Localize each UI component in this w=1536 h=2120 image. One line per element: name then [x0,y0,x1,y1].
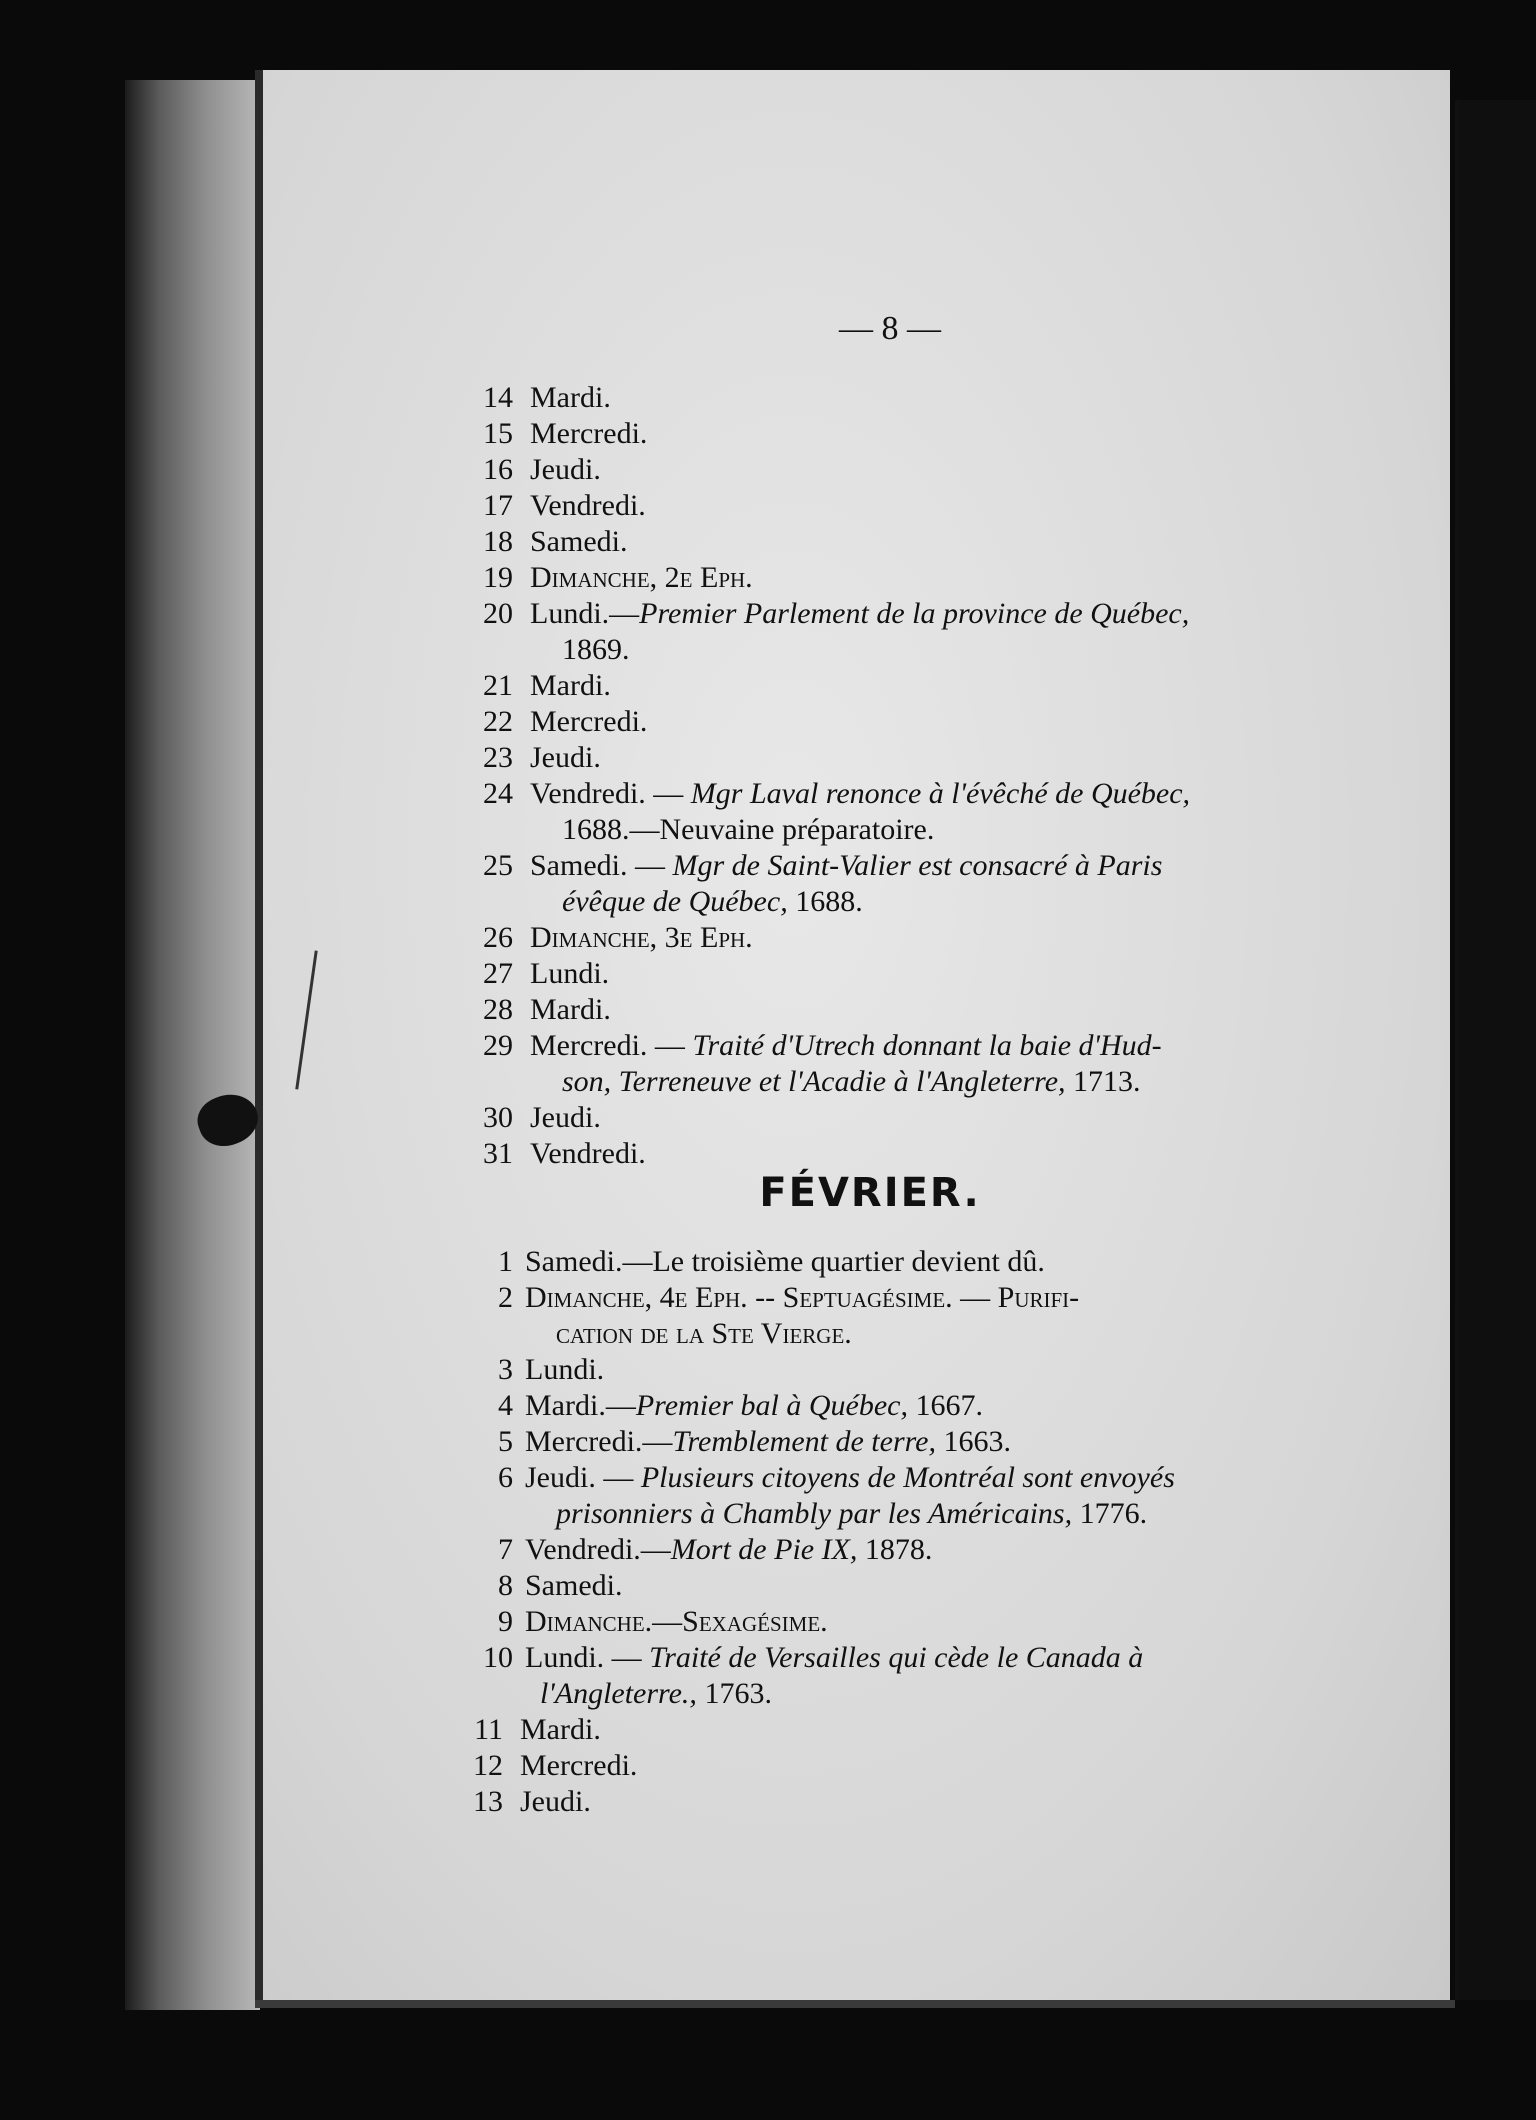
day-text: Dimanche, 3e Eph. [530,921,753,954]
day-number: 5 [498,1425,513,1458]
day-number: 27 [483,957,513,990]
day-number: 11 [474,1713,503,1746]
event-text: l'Angleterre., [540,1677,697,1710]
day-number: 26 [483,921,513,954]
day-text: Jeudi. [530,453,601,486]
day-text: Mardi. [530,381,611,414]
continuation-line [540,1676,772,1712]
year-text: 1663. [936,1425,1011,1458]
continuation-line [556,1496,1147,1532]
event-text: son, Terreneuve et l'Acadie à l'Angleterre, [562,1065,1066,1098]
day-text: Jeudi. [530,1101,601,1134]
day-text: Dimanche, 2e Eph. [530,561,753,594]
year-text: 1713. [1065,1065,1141,1098]
day-number: 10 [483,1641,513,1674]
year-text: 1878. [857,1533,933,1566]
day-text: Jeudi. [520,1785,591,1818]
day-text: Vendredi. [530,1137,646,1170]
day-number: 19 [483,561,513,594]
day-number: 18 [483,525,513,558]
event-text: prisonniers à Chambly par les Américains, [556,1497,1073,1530]
continuation-line [562,884,863,920]
day-number: 17 [483,489,513,522]
event-text: Traité d'Utrech donnant la baie d'Hud- [692,1029,1162,1062]
day-text: Samedi. [525,1569,623,1602]
event-text: Mort de Pie IX, [670,1533,858,1566]
day-number: 3 [498,1353,513,1386]
day-text: Mardi. [530,669,611,702]
day-number: 9 [498,1605,513,1638]
event-text: Traité de Versailles qui cède le Canada à [649,1641,1144,1674]
day-number: 15 [483,417,513,450]
year-text: 1763. [696,1677,772,1710]
day-number: 20 [483,597,513,630]
day-text: Mercredi. — [530,1029,693,1062]
day-text: Lundi. [525,1353,605,1386]
day-text: Mardi. [520,1713,601,1746]
day-text: Samedi. [530,525,628,558]
month-heading: FÉVRIER. [759,1170,981,1216]
day-number: 21 [483,669,513,702]
day-number: 25 [483,849,513,882]
day-text: Lundi. [530,957,610,990]
day-text: Mercredi. [530,705,648,738]
year-text: 1776. [1072,1497,1148,1530]
day-number: 28 [483,993,513,1026]
event-text: Mgr Laval renonce à l'évêché de Québec, [690,777,1191,810]
day-number: 7 [498,1533,513,1566]
continuation-line [562,1064,1141,1100]
day-text: Mardi.— [525,1389,636,1422]
day-text: Dimanche.—Sexagésime. [525,1605,828,1638]
event-text: Premier Parlement de la province de Québec, [639,597,1190,630]
day-text: Mercredi. [530,417,648,450]
day-text: Vendredi. [530,489,646,522]
day-text: Vendredi. — [530,777,691,810]
day-number: 12 [473,1749,503,1782]
day-number: 6 [498,1461,513,1494]
day-text: Samedi. — [530,849,673,882]
day-number: 29 [483,1029,513,1062]
day-text: Vendredi.— [525,1533,671,1566]
day-number: 4 [498,1389,513,1422]
day-text: Lundi.— [530,597,640,630]
day-text: Samedi.—Le troisième quartier devient dû. [525,1245,1045,1278]
continuation-line: 1688.—Neuvaine préparatoire. [562,813,935,846]
day-text: Mardi. [530,993,611,1026]
year-text: 1688. [787,885,863,918]
day-number: 13 [473,1785,503,1818]
event-text: Tremblement de terre, [672,1425,936,1458]
page-number: — 8 — [839,310,941,347]
day-number: 24 [483,777,513,810]
day-number: 14 [483,381,513,414]
day-number: 23 [483,741,513,774]
event-text: Premier bal à Québec, [635,1389,908,1422]
day-number: 16 [483,453,513,486]
continuation-line: 1869. [562,633,630,666]
day-number: 30 [483,1101,513,1134]
day-text: Dimanche, 4e Eph. -- Septuagésime. — Purifi- [525,1281,1080,1314]
day-number: 31 [483,1137,513,1170]
day-text: Jeudi. [530,741,601,774]
day-number: 1 [498,1245,513,1278]
event-text: Plusieurs citoyens de Montréal sont envoyés [640,1461,1175,1494]
day-number: 2 [498,1281,513,1314]
day-text: Mercredi.— [525,1425,673,1458]
day-number: 8 [498,1569,513,1602]
day-text: Mercredi. [520,1749,638,1782]
continuation-line: cation de la Ste Vierge. [556,1317,852,1350]
day-text: Lundi. — [525,1641,650,1674]
day-text: Jeudi. — [525,1461,641,1494]
day-number: 22 [483,705,513,738]
year-text: 1667. [907,1389,983,1422]
event-text: Mgr de Saint-Valier est consacré à Paris [672,849,1163,882]
event-text: évêque de Québec, [562,885,788,918]
